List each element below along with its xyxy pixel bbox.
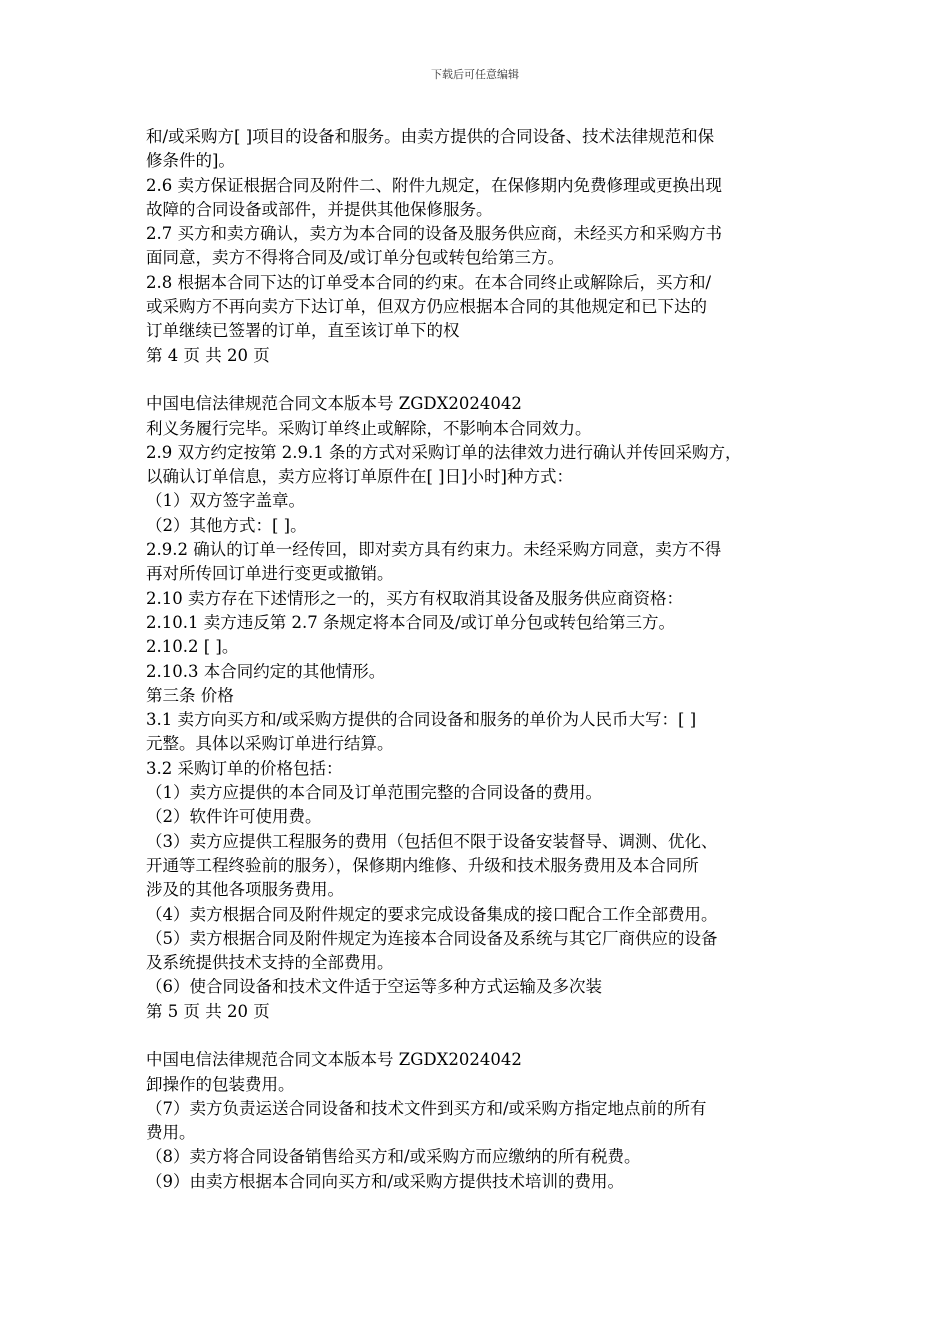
text-line: 第三条 价格 [146, 685, 234, 705]
text-line: 2.10 卖方存在下述情形之一的，买方有权取消其设备及服务供应商资格： [146, 588, 683, 608]
page-header: 下载后可任意编辑 [431, 68, 519, 81]
text-line: （6）使合同设备和技术文件适于空运等多种方式运输及多次装 [146, 977, 602, 997]
text-line: 3.2 采购订单的价格包括： [146, 758, 343, 778]
text-line: 3.1 卖方向买方和/或采购方提供的合同设备和服务的单价为人民币大写：[ ] [146, 710, 697, 730]
text-line: （7）卖方负责运送合同设备和技术文件到买方和/或采购方指定地点前的所有 [146, 1098, 707, 1118]
text-line: 以确认订单信息，卖方应将订单原件在[ ]日]小时]种方式： [146, 467, 573, 487]
text-line: （3）卖方应提供工程服务的费用（包括但不限于设备安装督导、调测、优化、 [146, 831, 718, 851]
text-line: 第 4 页 共 20 页 [146, 345, 270, 365]
text-line: 故障的合同设备或部件，并提供其他保修服务。 [146, 199, 493, 219]
text-line: 元整。具体以采购订单进行结算。 [146, 734, 394, 754]
blank-line [146, 1024, 818, 1048]
text-line: 卸操作的包装费用。 [146, 1074, 295, 1094]
text-line: 开通等工程终验前的服务），保修期内维修、升级和技术服务费用及本合同所 [146, 855, 699, 875]
text-line: 2.10.3 本合同约定的其他情形。 [146, 661, 386, 681]
text-line: 中国电信法律规范合同文本版本号 ZGDX2024042 [146, 1050, 522, 1070]
text-line: 2.6 卖方保证根据合同及附件二、附件九规定，在保修期内免费修理或更换出现 [146, 175, 722, 195]
text-line: 修条件的]。 [146, 151, 235, 171]
text-line: 中国电信法律规范合同文本版本号 ZGDX2024042 [146, 394, 522, 414]
text-line: 面同意，卖方不得将合同及/或订单分包或转包给第三方。 [146, 248, 565, 268]
text-line: 2.10.2 [ ]。 [146, 637, 239, 657]
text-line: 费用。 [146, 1123, 196, 1143]
text-line: （4）卖方根据合同及附件规定的要求完成设备集成的接口配合工作全部费用。 [146, 904, 718, 924]
text-line: 2.9.2 确认的订单一经传回，即对卖方具有约束力。未经采购方同意，卖方不得 [146, 540, 722, 560]
text-line: （1）双方签字盖章。 [146, 491, 305, 511]
text-line: 利义务履行完毕。采购订单终止或解除，不影响本合同效力。 [146, 418, 592, 438]
blank-line [146, 368, 818, 392]
text-line: 订单继续已签署的订单，直至该订单下的权 [146, 321, 460, 341]
text-line: （9）由卖方根据本合同向买方和/或采购方提供技术培训的费用。 [146, 1171, 625, 1191]
text-line: （5）卖方根据合同及附件规定为连接本合同设备及系统与其它厂商供应的设备 [146, 928, 718, 948]
text-line: 再对所传回订单进行变更或撤销。 [146, 564, 394, 584]
text-line: 2.9 双方约定按第 2.9.1 条的方式对采购订单的法律效力进行确认并传回采购方， [146, 442, 742, 462]
text-line: 涉及的其他各项服务费用。 [146, 880, 344, 900]
text-line: （1）卖方应提供的本合同及订单范围完整的合同设备的费用。 [146, 783, 602, 803]
document-body [146, 125, 818, 1194]
text-line: 2.8 根据本合同下达的订单受本合同的约束。在本合同终止或解除后，买方和/ [146, 272, 712, 292]
text-line: （2）其他方式：[ ]。 [146, 515, 307, 535]
text-line: （2）软件许可使用费。 [146, 807, 322, 827]
text-line: 2.10.1 卖方违反第 2.7 条规定将本合同及/或订单分包或转包给第三方。 [146, 612, 676, 632]
text-line: 或采购方不再向卖方下达订单，但双方仍应根据本合同的其他规定和已下达的 [146, 297, 707, 317]
text-line: 和/或采购方[ ]项目的设备和服务。由卖方提供的合同设备、技术法律规范和保 [146, 127, 715, 146]
text-line: 2.7 买方和卖方确认，卖方为本合同的设备及服务供应商，未经买方和采购方书 [146, 224, 722, 244]
text-line: 第 5 页 共 20 页 [146, 1001, 270, 1021]
text-line: （8）卖方将合同设备销售给买方和/或采购方而应缴纳的所有税费。 [146, 1147, 641, 1167]
text-line: 及系统提供技术支持的全部费用。 [146, 953, 394, 973]
